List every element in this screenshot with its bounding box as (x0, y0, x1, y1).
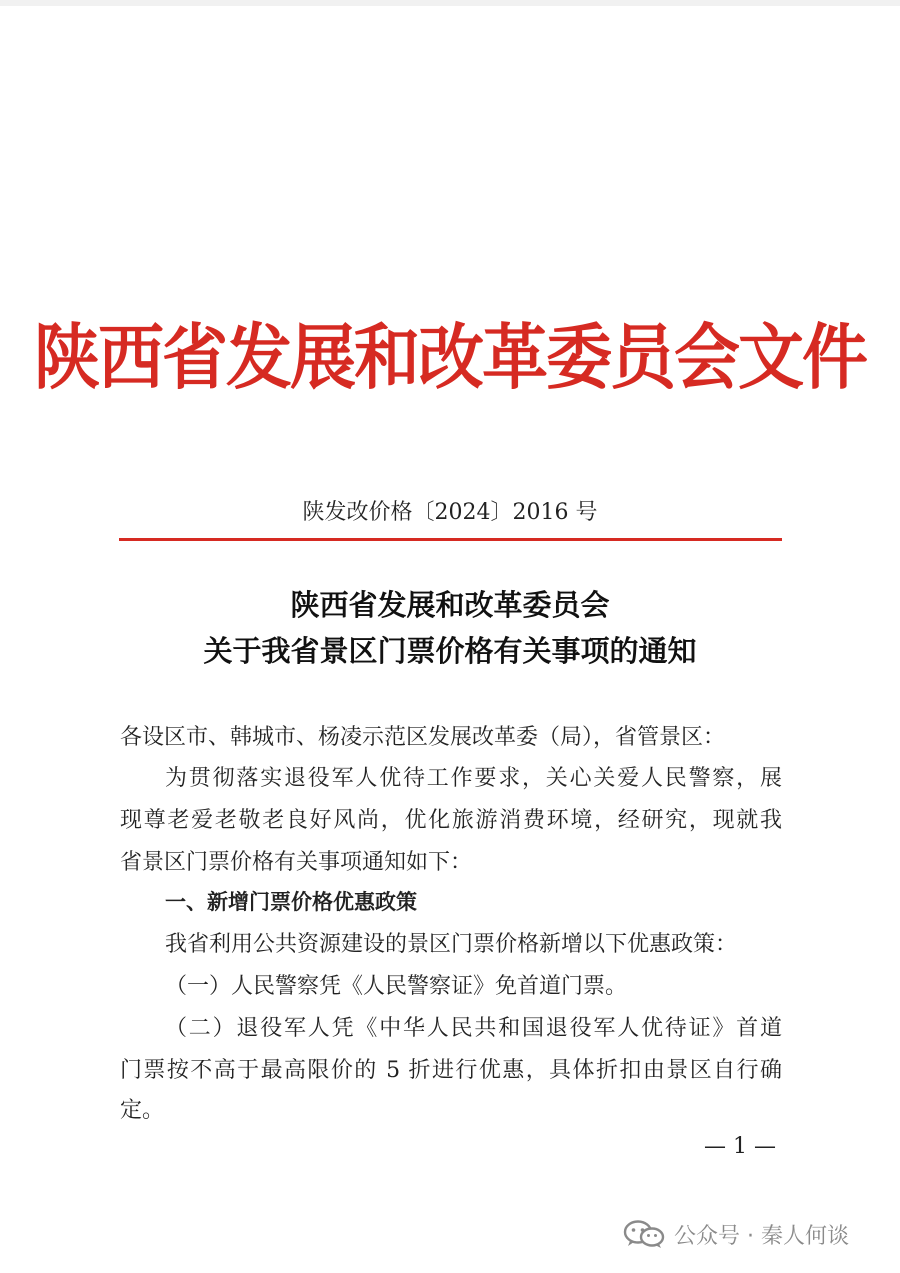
intro-line-1: 为贯彻落实退役军人优待工作要求，关心关爱人民警察，展 (165, 766, 782, 791)
item-2-line-1: （二）退役军人凭《中华人民共和国退役军人优待证》首道 (165, 1016, 782, 1041)
wechat-icon (622, 1219, 666, 1249)
section-1-heading: 一、新增门票价格优惠政策 (165, 890, 417, 914)
item-1: （一）人民警察凭《人民警察证》免首道门票。 (165, 974, 628, 999)
item-2-line-2: 门票按不高于最高限价的 5 折进行优惠，具体折扣由景区自行确 (120, 1058, 782, 1083)
watermark-text: 公众号 · 秦人何谈 (674, 1223, 849, 1249)
intro-line-3: 省景区门票价格有关事项通知如下： (120, 850, 473, 875)
addressee-line: 各设区市、韩城市、杨凌示范区发展改革委（局），省管景区： (120, 725, 726, 750)
item-2-line-3: 定。 (120, 1098, 165, 1123)
document-header-title: 陕西省发展和改革委员会文件 (34, 314, 866, 400)
top-edge-bar (0, 0, 900, 6)
notice-title-line-2: 关于我省景区门票价格有关事项的通知 (203, 634, 697, 668)
page-number: — 1 — (704, 1134, 776, 1159)
intro-line-2: 现尊老爱老敬老良好风尚，优化旅游消费环境，经研究，现就我 (120, 808, 782, 833)
notice-title (0, 582, 900, 674)
red-divider-line (119, 538, 782, 541)
watermark (622, 1214, 849, 1254)
document-number: 陕发改价格〔2024〕2016 号 (302, 500, 598, 525)
section-1-intro: 我省利用公共资源建设的景区门票价格新增以下优惠政策： (165, 932, 738, 957)
notice-title-line-1: 陕西省发展和改革委员会 (290, 588, 610, 622)
